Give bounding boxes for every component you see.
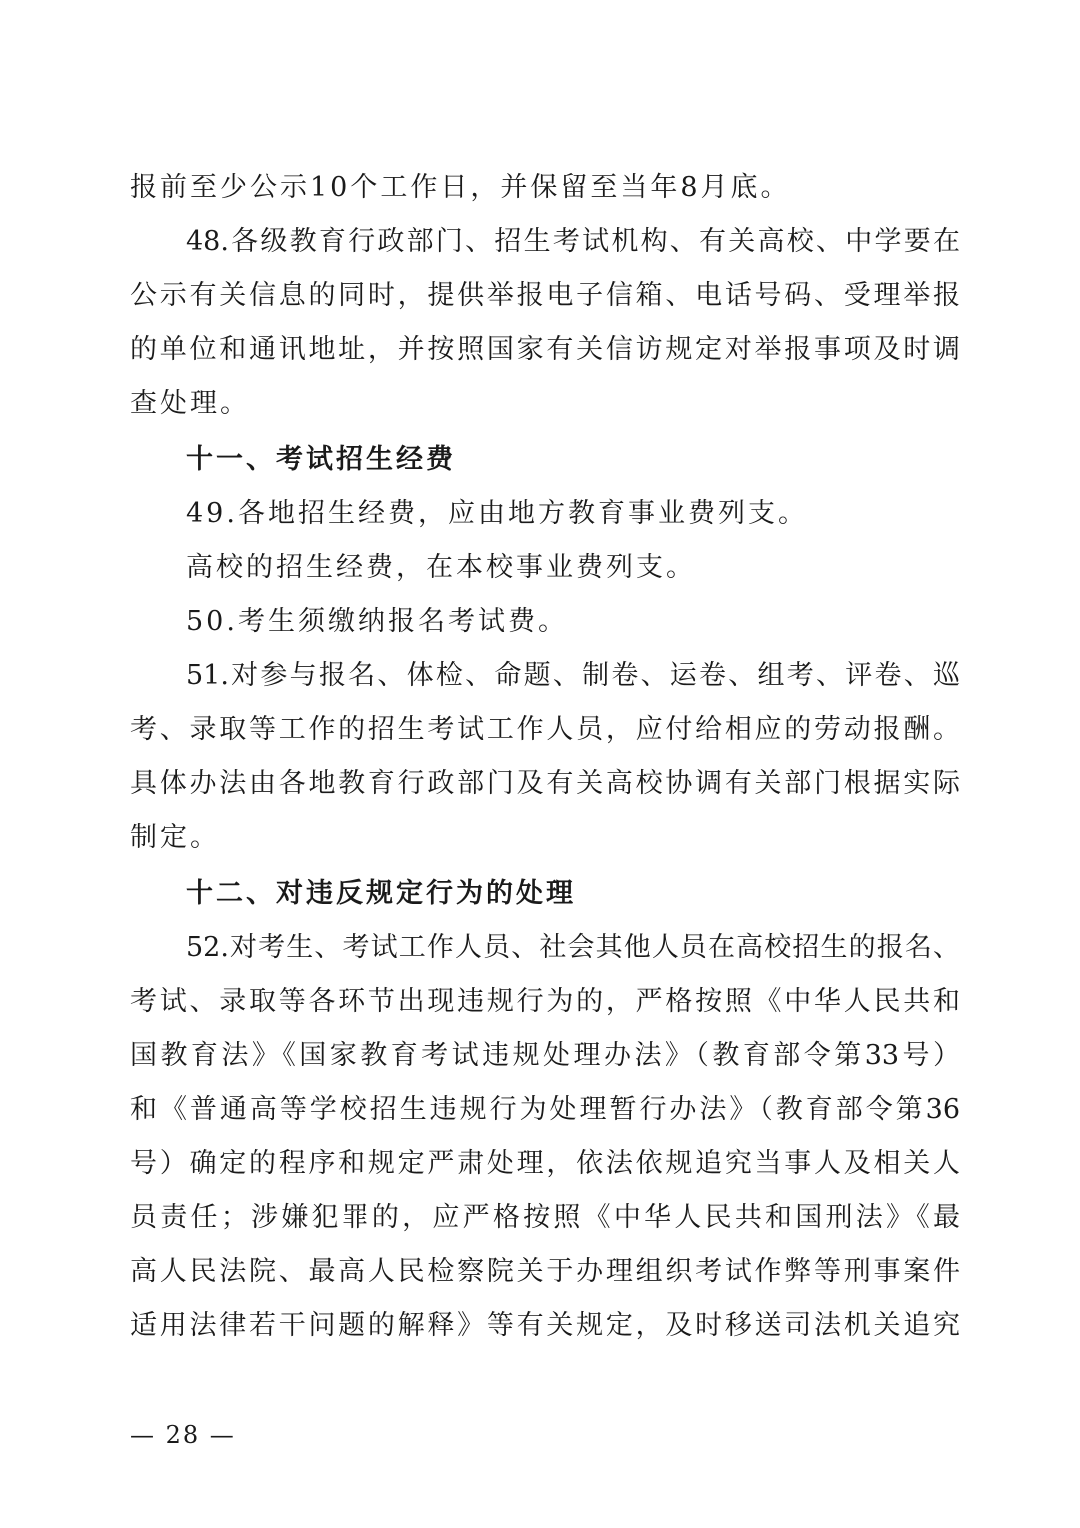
paragraph-line: 考试、录取等各环节出现违规行为的，严格按照《中华人民共和 bbox=[130, 986, 960, 1017]
paragraph-line: 报前至少公示10个工作日，并保留至当年8月底。 bbox=[130, 172, 791, 203]
paragraph-line: 查处理。 bbox=[130, 388, 250, 419]
paragraph-line: 适用法律若干问题的解释》等有关规定，及时移送司法机关追究 bbox=[130, 1310, 960, 1341]
paragraph-line: 48.各级教育行政部门、招生考试机构、有关高校、中学要在 bbox=[186, 226, 960, 257]
paragraph-line: 的单位和通讯地址，并按照国家有关信访规定对举报事项及时调 bbox=[130, 334, 960, 365]
paragraph-line: 50.考生须缴纳报名考试费。 bbox=[186, 606, 568, 637]
page-number: — 28 — bbox=[130, 1421, 236, 1449]
paragraph-line: 高人民法院、最高人民检察院关于办理组织考试作弊等刑事案件 bbox=[130, 1256, 960, 1287]
paragraph-line: 制定。 bbox=[130, 822, 220, 853]
paragraph-line: 52.对考生、考试工作人员、社会其他人员在高校招生的报名、 bbox=[186, 932, 960, 963]
paragraph-line: 49.各地招生经费，应由地方教育事业费列支。 bbox=[186, 498, 808, 529]
paragraph-line: 员责任；涉嫌犯罪的，应严格按照《中华人民共和国刑法》《最 bbox=[130, 1202, 960, 1233]
paragraph-line: 考、录取等工作的招生考试工作人员，应付给相应的劳动报酬。 bbox=[130, 714, 960, 745]
section-heading: 十二、对违反规定行为的处理 bbox=[186, 878, 576, 909]
paragraph-line: 和《普通高等学校招生违规行为处理暂行办法》（教育部令第36 bbox=[130, 1094, 960, 1125]
paragraph-line: 具体办法由各地教育行政部门及有关高校协调有关部门根据实际 bbox=[130, 768, 960, 799]
section-heading: 十一、考试招生经费 bbox=[186, 444, 456, 475]
paragraph-line: 高校的招生经费，在本校事业费列支。 bbox=[186, 552, 696, 583]
paragraph-line: 51.对参与报名、体检、命题、制卷、运卷、组考、评卷、巡 bbox=[186, 660, 960, 691]
paragraph-line: 公示有关信息的同时，提供举报电子信箱、电话号码、受理举报 bbox=[130, 280, 960, 311]
paragraph-line: 国教育法》《国家教育考试违规处理办法》（教育部令第33号） bbox=[130, 1040, 960, 1071]
paragraph-line: 号）确定的程序和规定严肃处理，依法依规追究当事人及相关人 bbox=[130, 1148, 960, 1179]
